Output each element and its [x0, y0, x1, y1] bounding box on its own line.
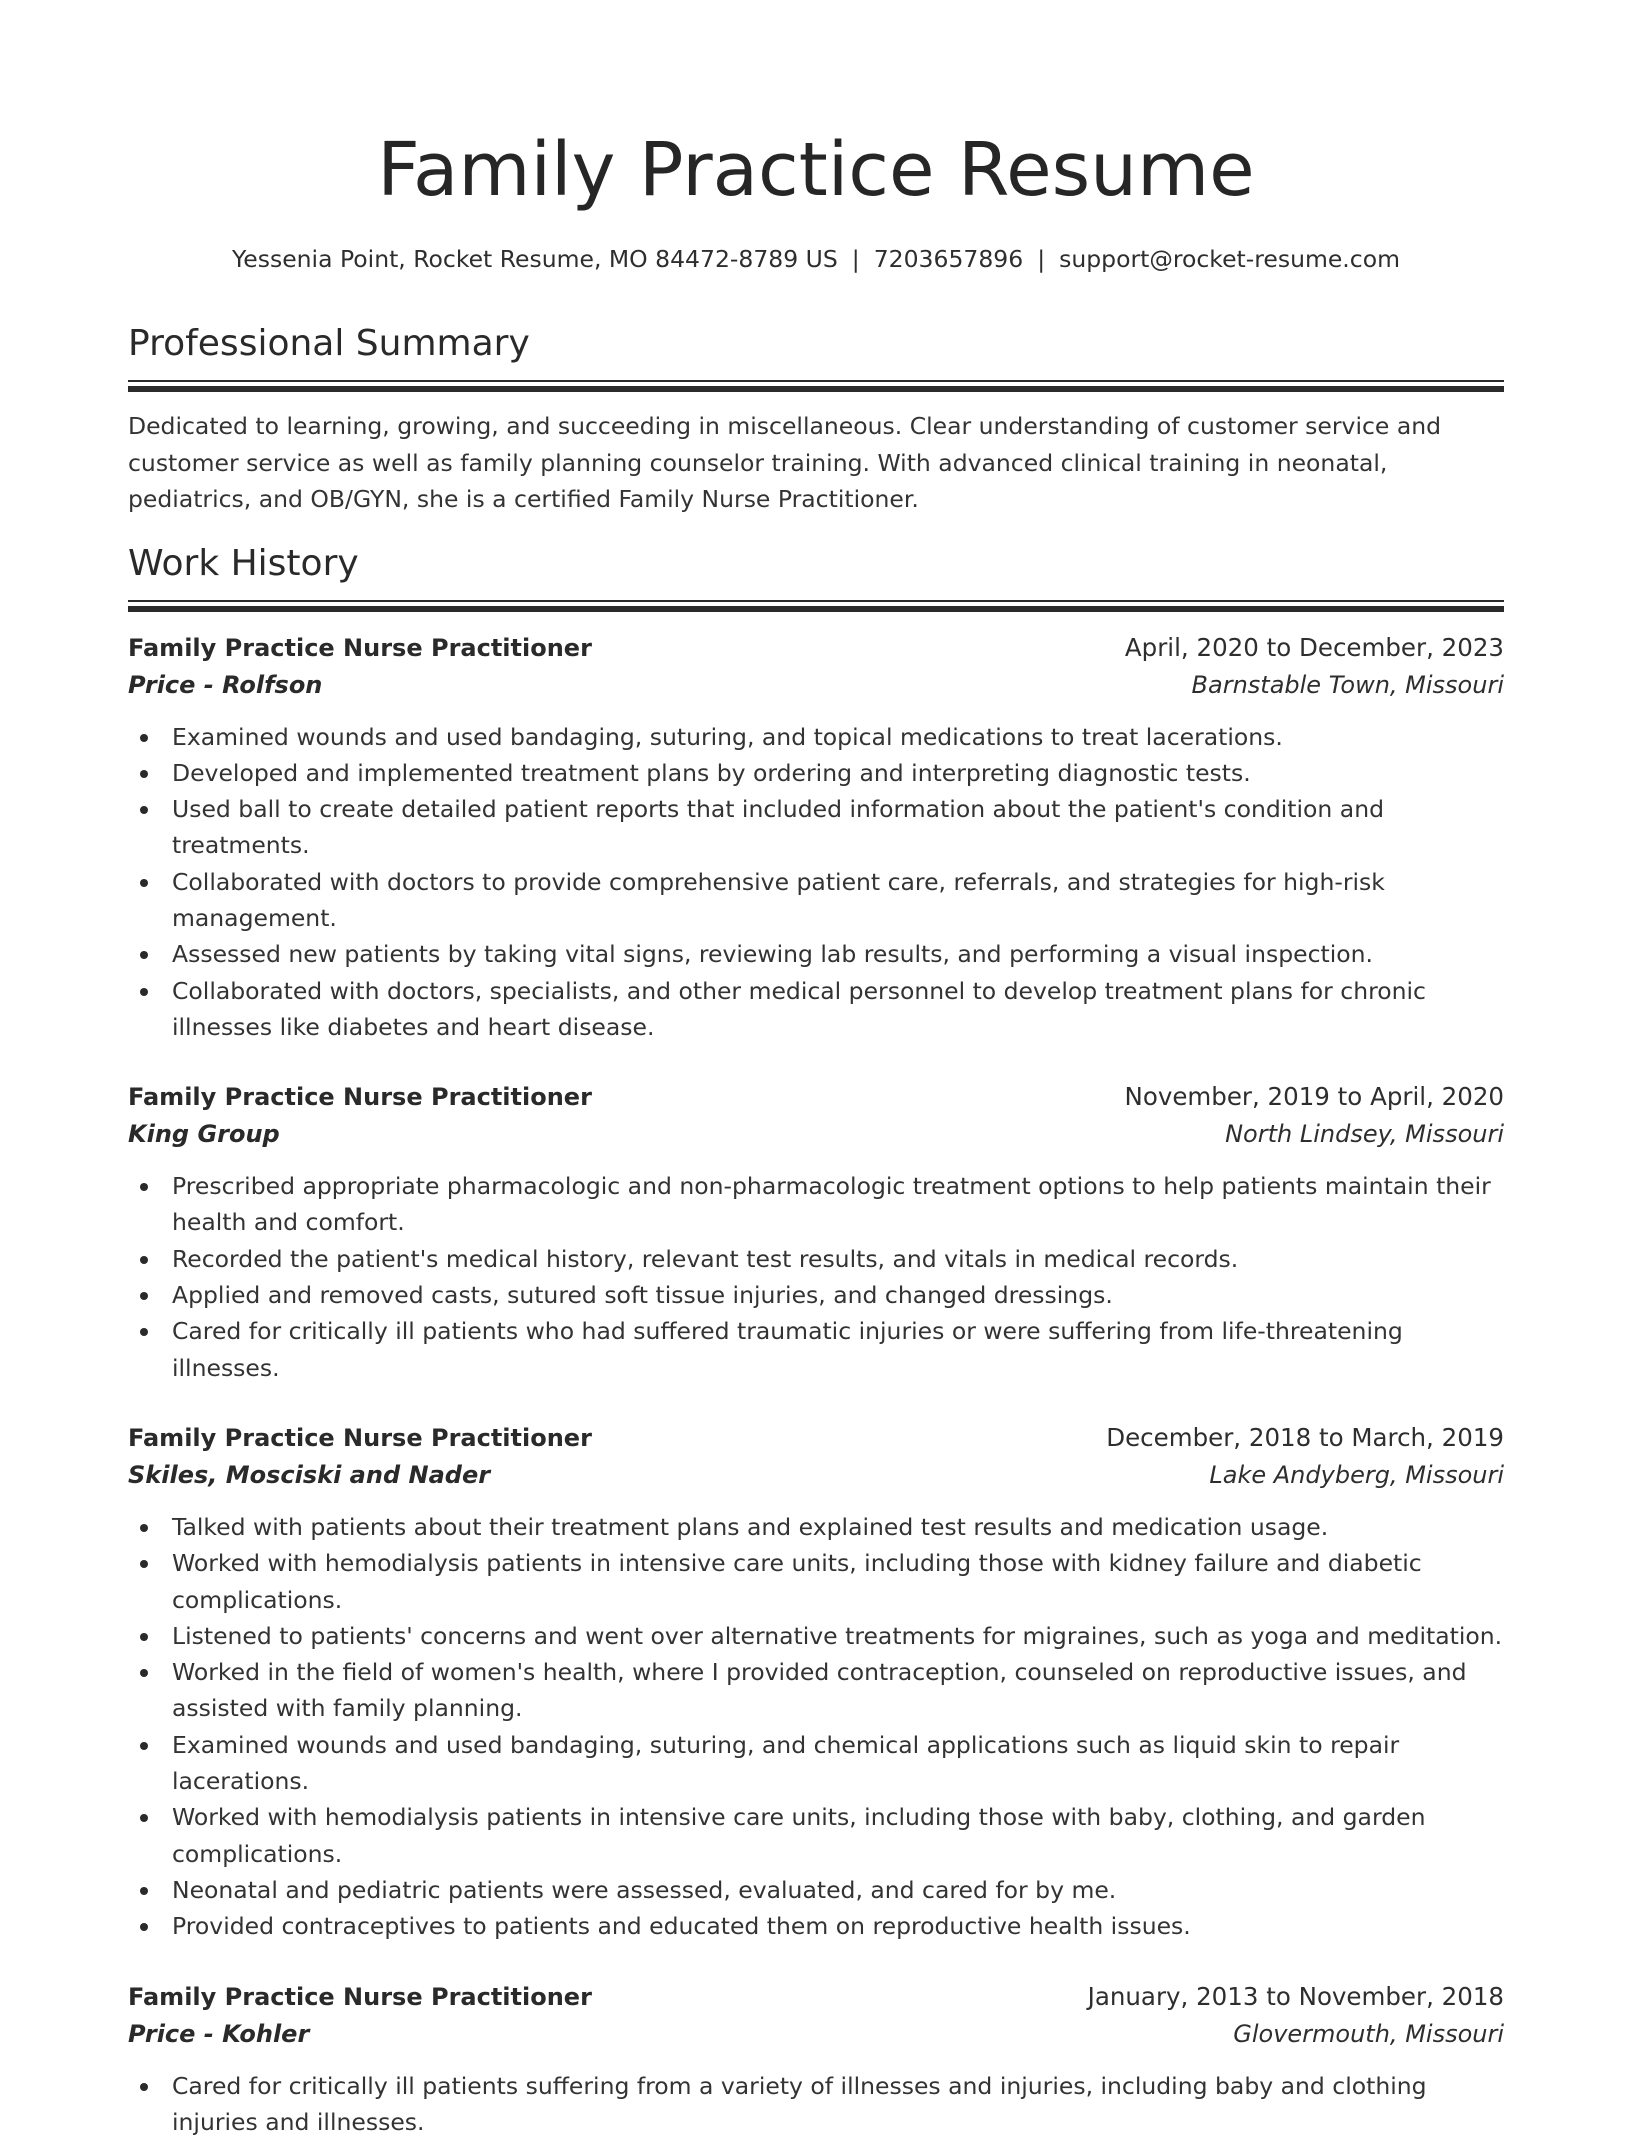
job-bullet: Provided contraceptives to patients and educated them on reproductive health issues.	[128, 1908, 1504, 1944]
job-bullet: Listened to patients' concerns and went over alternative treatments for migraines, such as yoga and meditation.	[128, 1618, 1504, 1654]
work-history-section	[128, 540, 1504, 2140]
job-header-row	[128, 630, 1504, 666]
contact-separator: |	[852, 242, 860, 276]
job-entry	[128, 630, 1504, 1046]
job-header-row	[128, 1079, 1504, 1115]
job-bullet: Cared for critically ill patients who had suffered traumatic injuries or were suffering from life-threatening illnesses.	[128, 1313, 1504, 1386]
job-bullet: Assessed new patients by taking vital signs, reviewing lab results, and performing a visual inspection.	[128, 936, 1504, 972]
job-bullet-list	[128, 2068, 1504, 2140]
job-entry	[128, 1979, 1504, 2140]
job-dates: April, 2020 to December, 2023	[1125, 630, 1504, 666]
job-dates: December, 2018 to March, 2019	[1106, 1420, 1504, 1456]
job-company: Skiles, Mosciski and Nader	[128, 1456, 490, 1494]
job-bullet: Collaborated with doctors to provide comprehensive patient care, referrals, and strategies for high-risk management.	[128, 864, 1504, 937]
job-bullet: Cared for critically ill patients suffering from a variety of illnesses and injuries, including baby and clothing injuries and illnesses.	[128, 2068, 1504, 2140]
job-bullet-list	[128, 1168, 1504, 1386]
job-dates: November, 2019 to April, 2020	[1125, 1079, 1504, 1115]
job-bullet: Recorded the patient's medical history, relevant test results, and vitals in medical records.	[128, 1241, 1504, 1277]
job-company: Price - Kohler	[128, 2015, 309, 2053]
resume-title: Family Practice Resume	[128, 0, 1504, 222]
job-bullet: Neonatal and pediatric patients were assessed, evaluated, and cared for by me.	[128, 1872, 1504, 1908]
job-subheader-row	[128, 2015, 1504, 2053]
section-heading-work: Work History	[128, 540, 1504, 588]
job-subheader-row	[128, 1456, 1504, 1494]
job-bullet: Used ball to create detailed patient reports that included information about the patient's condition and treatments.	[128, 791, 1504, 864]
section-divider	[128, 600, 1504, 611]
section-heading-summary: Professional Summary	[128, 320, 1504, 368]
summary-text: Dedicated to learning, growing, and succeeding in miscellaneous. Clear understanding of customer service and customer service as well as family planning counselor training. With advanced clinical training in neonatal, pediatrics, and OB/GYN, she is a certified Family Nurse Practitioner.	[128, 408, 1504, 518]
job-entry	[128, 1420, 1504, 1945]
job-entry	[128, 1079, 1504, 1386]
job-bullet: Worked with hemodialysis patients in intensive care units, including those with baby, clothing, and garden complications.	[128, 1799, 1504, 1872]
job-bullet-list	[128, 719, 1504, 1046]
job-company: Price - Rolfson	[128, 666, 322, 704]
contact-separator: |	[1037, 242, 1045, 276]
job-header-row	[128, 1420, 1504, 1456]
job-title: Family Practice Nurse Practitioner	[128, 630, 592, 666]
contact-email: support@rocket-resume.com	[1059, 245, 1400, 273]
job-title: Family Practice Nurse Practitioner	[128, 1420, 592, 1456]
job-header-row	[128, 1979, 1504, 2015]
job-bullet: Worked in the field of women's health, where I provided contraception, counseled on reproductive issues, and assisted with family planning.	[128, 1654, 1504, 1727]
job-bullet-list	[128, 1509, 1504, 1945]
contact-line	[128, 242, 1504, 276]
job-bullet: Prescribed appropriate pharmacologic and non-pharmacologic treatment options to help patients maintain their health and comfort.	[128, 1168, 1504, 1241]
job-location: Lake Andyberg, Missouri	[1209, 1456, 1504, 1494]
job-title: Family Practice Nurse Practitioner	[128, 1079, 592, 1115]
job-location: North Lindsey, Missouri	[1225, 1115, 1504, 1153]
resume-page	[128, 0, 1504, 2140]
professional-summary-section	[128, 320, 1504, 518]
contact-phone: 7203657896	[874, 245, 1024, 273]
job-company: King Group	[128, 1115, 280, 1153]
contact-address: Yessenia Point, Rocket Resume, MO 84472-8789 US	[232, 245, 838, 273]
job-bullet: Talked with patients about their treatment plans and explained test results and medication usage.	[128, 1509, 1504, 1545]
job-bullet: Worked with hemodialysis patients in intensive care units, including those with kidney failure and diabetic complications.	[128, 1545, 1504, 1618]
job-bullet: Examined wounds and used bandaging, suturing, and chemical applications such as liquid skin to repair lacerations.	[128, 1727, 1504, 1800]
job-title: Family Practice Nurse Practitioner	[128, 1979, 592, 2015]
job-bullet: Applied and removed casts, sutured soft tissue injuries, and changed dressings.	[128, 1277, 1504, 1313]
section-divider	[128, 380, 1504, 391]
job-bullet: Collaborated with doctors, specialists, and other medical personnel to develop treatment plans for chronic illnesses like diabetes and heart disease.	[128, 973, 1504, 1046]
job-location: Glovermouth, Missouri	[1233, 2015, 1504, 2053]
job-subheader-row	[128, 666, 1504, 704]
job-bullet: Examined wounds and used bandaging, suturing, and topical medications to treat lacerations.	[128, 719, 1504, 755]
job-location: Barnstable Town, Missouri	[1192, 666, 1504, 704]
job-bullet: Developed and implemented treatment plans by ordering and interpreting diagnostic tests.	[128, 755, 1504, 791]
job-subheader-row	[128, 1115, 1504, 1153]
job-dates: January, 2013 to November, 2018	[1088, 1979, 1504, 2015]
job-list	[128, 630, 1504, 2140]
